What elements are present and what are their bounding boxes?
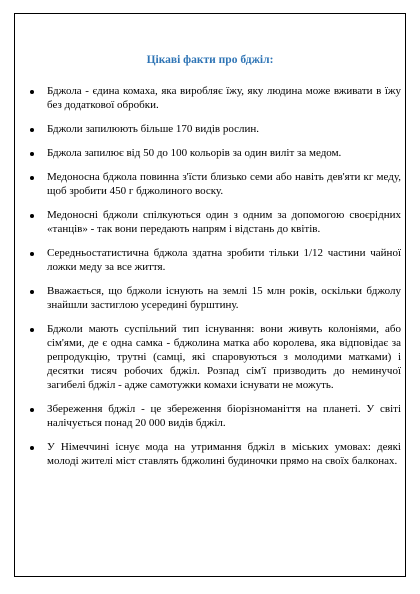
list-item xyxy=(29,84,401,112)
fact-text: Бджоли мають суспільний тип існування: вони живуть колоніями, або сім'ями, де є одна самка - бджолина матка або королева, яка відповідає за репродукцію, трутні (самці, які спаровуються з молодими матками) і десятки тисяч робочих бджіл. Розпад сім'ї призводить до неминучої загибелі бджіл - адже самотужки комахи існувати не можуть. xyxy=(47,323,401,391)
fact-text: Бджола - єдина комаха, яка виробляє їжу, яку людина може вживати в їжу без додаткової обробки. xyxy=(47,85,401,111)
bullet-icon xyxy=(30,328,34,332)
page-border xyxy=(14,13,406,577)
fact-text: Середньостатистична бджола здатна зробити тільки 1/12 частини чайної ложки меду за все життя. xyxy=(47,247,401,273)
list-item xyxy=(29,440,401,468)
fact-text: Бджоли запилюють більше 170 видів рослин. xyxy=(47,123,260,135)
list-item xyxy=(29,122,401,136)
list-item xyxy=(29,402,401,430)
fact-text: Бджола запилює від 50 до 100 кольорів за один виліт за медом. xyxy=(47,147,342,159)
page-title: Цікаві факти про бджіл: xyxy=(146,54,274,66)
list-item xyxy=(29,322,401,392)
bullet-icon xyxy=(30,290,34,294)
bullet-icon xyxy=(30,214,34,218)
bullet-icon xyxy=(30,408,34,412)
bullet-icon xyxy=(30,128,34,132)
facts-list xyxy=(29,84,401,478)
fact-text: Збереження бджіл - це збереження біорізноманіття на планеті. У світі налічується понад 20 000 видів бджіл. xyxy=(47,403,401,429)
list-item xyxy=(29,246,401,274)
bullet-icon xyxy=(30,90,34,94)
list-item xyxy=(29,170,401,198)
list-item xyxy=(29,284,401,312)
bullet-icon xyxy=(30,152,34,156)
fact-text: У Німеччині існує мода на утримання бджіл в міських умовах: деякі молоді жителі міст ставлять бджолині будиночки прямо на своїх балконах. xyxy=(47,441,401,467)
fact-text: Медоносні бджоли спілкуються один з одним за допомогою своєрідних «танців» - так вони передають напрям і відстань до квітів. xyxy=(47,209,401,235)
list-item xyxy=(29,208,401,236)
list-item xyxy=(29,146,401,160)
fact-text: Вважається, що бджоли існують на землі 15 млн років, оскільки бджолу знайшли застиглою усередині бурштину. xyxy=(47,285,401,311)
fact-text: Медоносна бджола повинна з'їсти близько семи або навіть дев'яти кг меду, щоб зробити 450 г бджолиного воску. xyxy=(47,171,401,197)
bullet-icon xyxy=(30,252,34,256)
bullet-icon xyxy=(30,446,34,450)
bullet-icon xyxy=(30,176,34,180)
